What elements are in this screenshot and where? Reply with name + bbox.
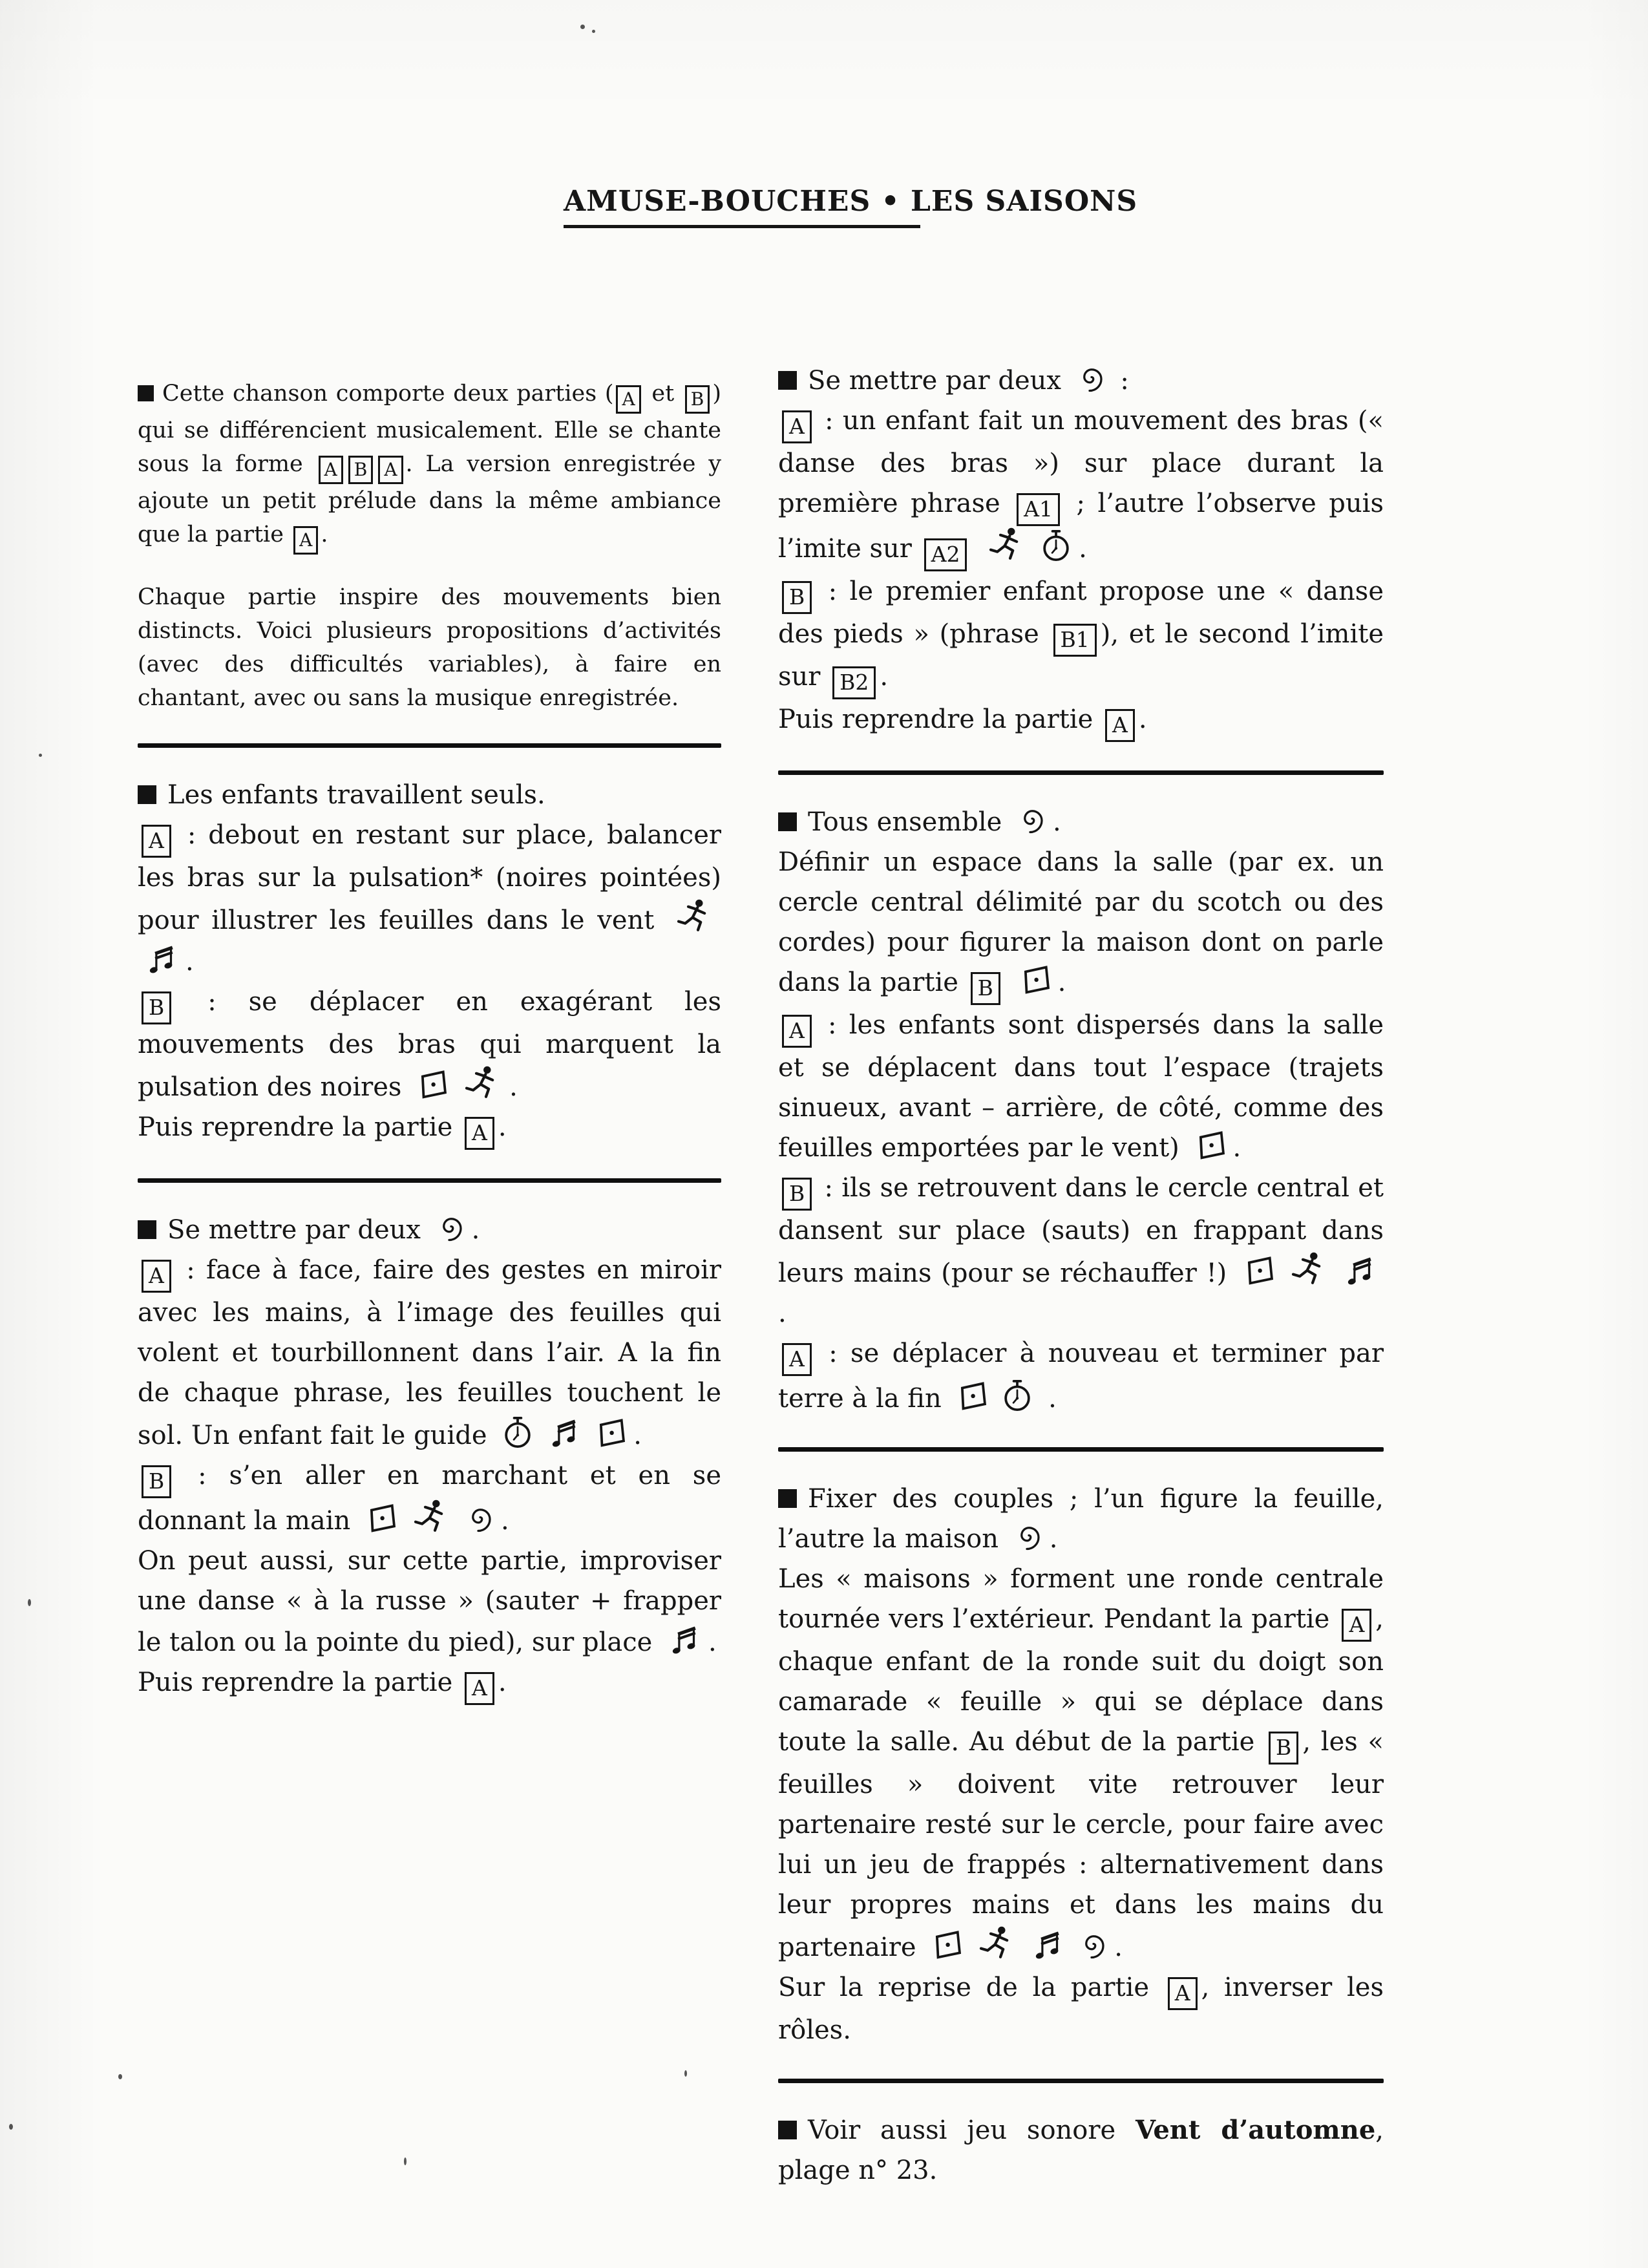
part-label-box: B [348, 456, 374, 484]
section-divider [778, 770, 1384, 775]
part-label-box: A [1342, 1609, 1371, 1642]
scan-speck [39, 754, 42, 757]
paragraph: Voir aussi jeu sonore Vent d’automne, plage n° 23. [778, 2115, 1384, 2185]
paragraph: Tous ensemble . [778, 802, 1384, 842]
eighth-notes-icon [545, 1414, 583, 1452]
paragraph: Définir un espace dans la salle (par ex. un cercle central délimité par du scotch ou des cordes) pour figurer la maison dont on parle dans la partie B . [778, 842, 1384, 1005]
paragraph: B : s’en aller en marchant et en se donnant la main . [138, 1461, 721, 1536]
scan-speck [9, 2124, 13, 2130]
part-label-box: A [378, 456, 403, 484]
paragraph: A : les enfants sont dispersés dans la salle et se déplacent dans tout l’espace (trajets sinueux, avant – arrière, de côté, comme des feuilles emportées par le vent) . [778, 1010, 1384, 1163]
tilted-square-dot-icon [415, 1067, 450, 1103]
part-label-box: A [293, 526, 318, 555]
eighth-notes-icon [1341, 1252, 1379, 1289]
section-bullet [778, 371, 797, 390]
tilted-square-dot-icon [1241, 1253, 1276, 1289]
part-label-box: A [319, 456, 343, 484]
eighth-notes-icon [666, 1621, 703, 1659]
section-divider [778, 2079, 1384, 2083]
paragraph: Sur la reprise de la partie A , inverser les rôles. [778, 1973, 1384, 2045]
spiral-icon [1015, 803, 1048, 836]
section-divider [138, 1178, 721, 1183]
running-person-icon [672, 898, 716, 937]
scan-speck [28, 1599, 31, 1606]
part-label-box: B [782, 1178, 812, 1211]
scan-speck [404, 2157, 407, 2165]
paragraph: Se mettre par deux : [778, 361, 1384, 401]
stopwatch-icon [500, 1413, 535, 1452]
eighth-notes-icon [143, 940, 180, 978]
tilted-square-dot-icon [593, 1415, 628, 1452]
paragraph: B : ils se retrouvent dans le cercle central et dansent sur place (sauts) en frappant dans leurs mains (pour se réchauffer !) . [778, 1173, 1384, 1328]
running-person-icon [984, 526, 1028, 565]
part-label-box: B [142, 991, 171, 1024]
paragraph: A : face à face, faire des gestes en miroir avec les mains, à l’image des feuilles qui volent et tourbillonnent dans l’air. A la fin de chaque phrase, les feuilles touchent le sol. Un enfant fait le guide . [138, 1255, 721, 1450]
part-label-box: A [465, 1672, 494, 1705]
part-label-box: A [782, 410, 812, 443]
spiral-icon [1075, 362, 1107, 394]
paragraph: B : le premier enfant propose une « danse des pieds » (phrase B1 ), et le second l’imite sur B2 . [778, 571, 1384, 699]
part-label-box: B1 [1053, 624, 1097, 657]
part-label-box: A [465, 1117, 494, 1150]
section-bullet [778, 812, 797, 831]
section-divider [778, 1447, 1384, 1452]
section-bullet [778, 2121, 797, 2139]
paragraph: A : un enfant fait un mouvement des bras (« danse des bras ») sur place durant la première phrase A1 ; l’autre l’observe puis l’imite sur A2 . [778, 401, 1384, 571]
page-header: AMUSE-BOUCHES • LES SAISONS [564, 185, 920, 228]
paragraph: Puis reprendre la partie A . [138, 1662, 721, 1705]
paragraph: Se mettre par deux . [138, 1210, 721, 1250]
paragraph: On peut aussi, sur cette partie, improviser une danse « à la russe » (sauter + frapper le talon ou la pointe du pied), sur place . [138, 1546, 721, 1657]
part-label-box: A [782, 1015, 812, 1048]
paragraph: Puis reprendre la partie A . [138, 1107, 721, 1150]
paragraph: Chaque partie inspire des mouvements bien distincts. Voici plusieurs propositions d’activités (avec des difficultés variables), à faire en chantant, avec ou sans la musique enregistrée. [138, 584, 721, 711]
part-label-box: A [782, 1343, 812, 1376]
paragraph: A : debout en restant sur place, balancer les bras sur la pulsation* (noires pointées) pour illustrer les feuilles dans le vent . [138, 820, 721, 977]
part-label-box: A [1105, 709, 1135, 742]
running-person-icon [460, 1065, 504, 1103]
scan-speck [592, 30, 595, 33]
running-person-icon [975, 1925, 1019, 1964]
part-label-box: A [1168, 1977, 1198, 2010]
tilted-square-dot-icon [364, 1501, 399, 1537]
paragraph: A : se déplacer à nouveau et terminer par terre à la fin . [778, 1339, 1384, 1414]
eighth-notes-icon [1029, 1926, 1066, 1964]
paragraph: B : se déplacer en exagérant les mouvements des bras qui marquent la pulsation des noires . [138, 987, 721, 1102]
paragraph: Fixer des couples ; l’un figure la feuille, l’autre la maison . [778, 1484, 1384, 1554]
part-label-box: A1 [1017, 493, 1060, 526]
part-label-box: B [685, 385, 710, 414]
scan-speck [684, 2070, 687, 2077]
paragraph: Les enfants travaillent seuls. [138, 775, 721, 815]
part-label-box: B [782, 581, 812, 614]
scan-speck [118, 2074, 122, 2079]
tilted-square-dot-icon [929, 1927, 964, 1964]
part-label-box: A [142, 1260, 171, 1293]
tilted-square-dot-icon [1193, 1128, 1228, 1164]
section-bullet [138, 1220, 156, 1239]
spiral-icon [1012, 1520, 1044, 1553]
tilted-square-dot-icon [955, 1379, 989, 1415]
section-bullet [138, 385, 154, 401]
part-label-box: A [142, 825, 171, 858]
stopwatch-icon [1039, 526, 1073, 565]
part-label-box: B2 [832, 666, 876, 699]
part-label-box: A [616, 385, 640, 414]
paragraph: Cette chanson comporte deux parties ( A et B ) qui se différencient musicalement. Elle se chante sous la forme A B A . La version enregistrée y ajoute un petit prélude dans la même ambiance que la partie A . [138, 377, 721, 555]
running-person-icon [409, 1498, 453, 1537]
part-label-box: B [142, 1465, 171, 1498]
part-label-box: B [971, 972, 1000, 1005]
section-divider [138, 743, 721, 748]
right-column [778, 361, 1384, 2190]
spiral-icon [463, 1502, 496, 1534]
part-label-box: A2 [924, 538, 967, 571]
paragraph: Puis reprendre la partie A . [778, 699, 1384, 742]
section-bullet [778, 1489, 797, 1508]
section-bullet [138, 785, 156, 804]
spiral-icon [1077, 1929, 1109, 1961]
stopwatch-icon [1000, 1376, 1035, 1415]
spiral-icon [434, 1211, 467, 1244]
left-column [138, 377, 721, 1705]
paragraph: Les « maisons » forment une ronde centrale tournée vers l’extérieur. Pendant la partie A , chaque enfant de la ronde suit du doigt son camarade « feuille » qui se déplace dans toute la salle. Au début de la partie B , les « feuilles » doivent vite retrouver leur partenaire resté sur le cercle, pour faire avec lui un jeu de frappés : alternativement dans leur propres mains et dans les mains du partenaire . [778, 1564, 1384, 1962]
bold-reference-title: Vent d’automne [1135, 2115, 1376, 2145]
running-person-icon [1287, 1251, 1331, 1289]
scan-speck [580, 25, 585, 29]
tilted-square-dot-icon [1018, 962, 1053, 999]
part-label-box: B [1269, 1732, 1298, 1765]
